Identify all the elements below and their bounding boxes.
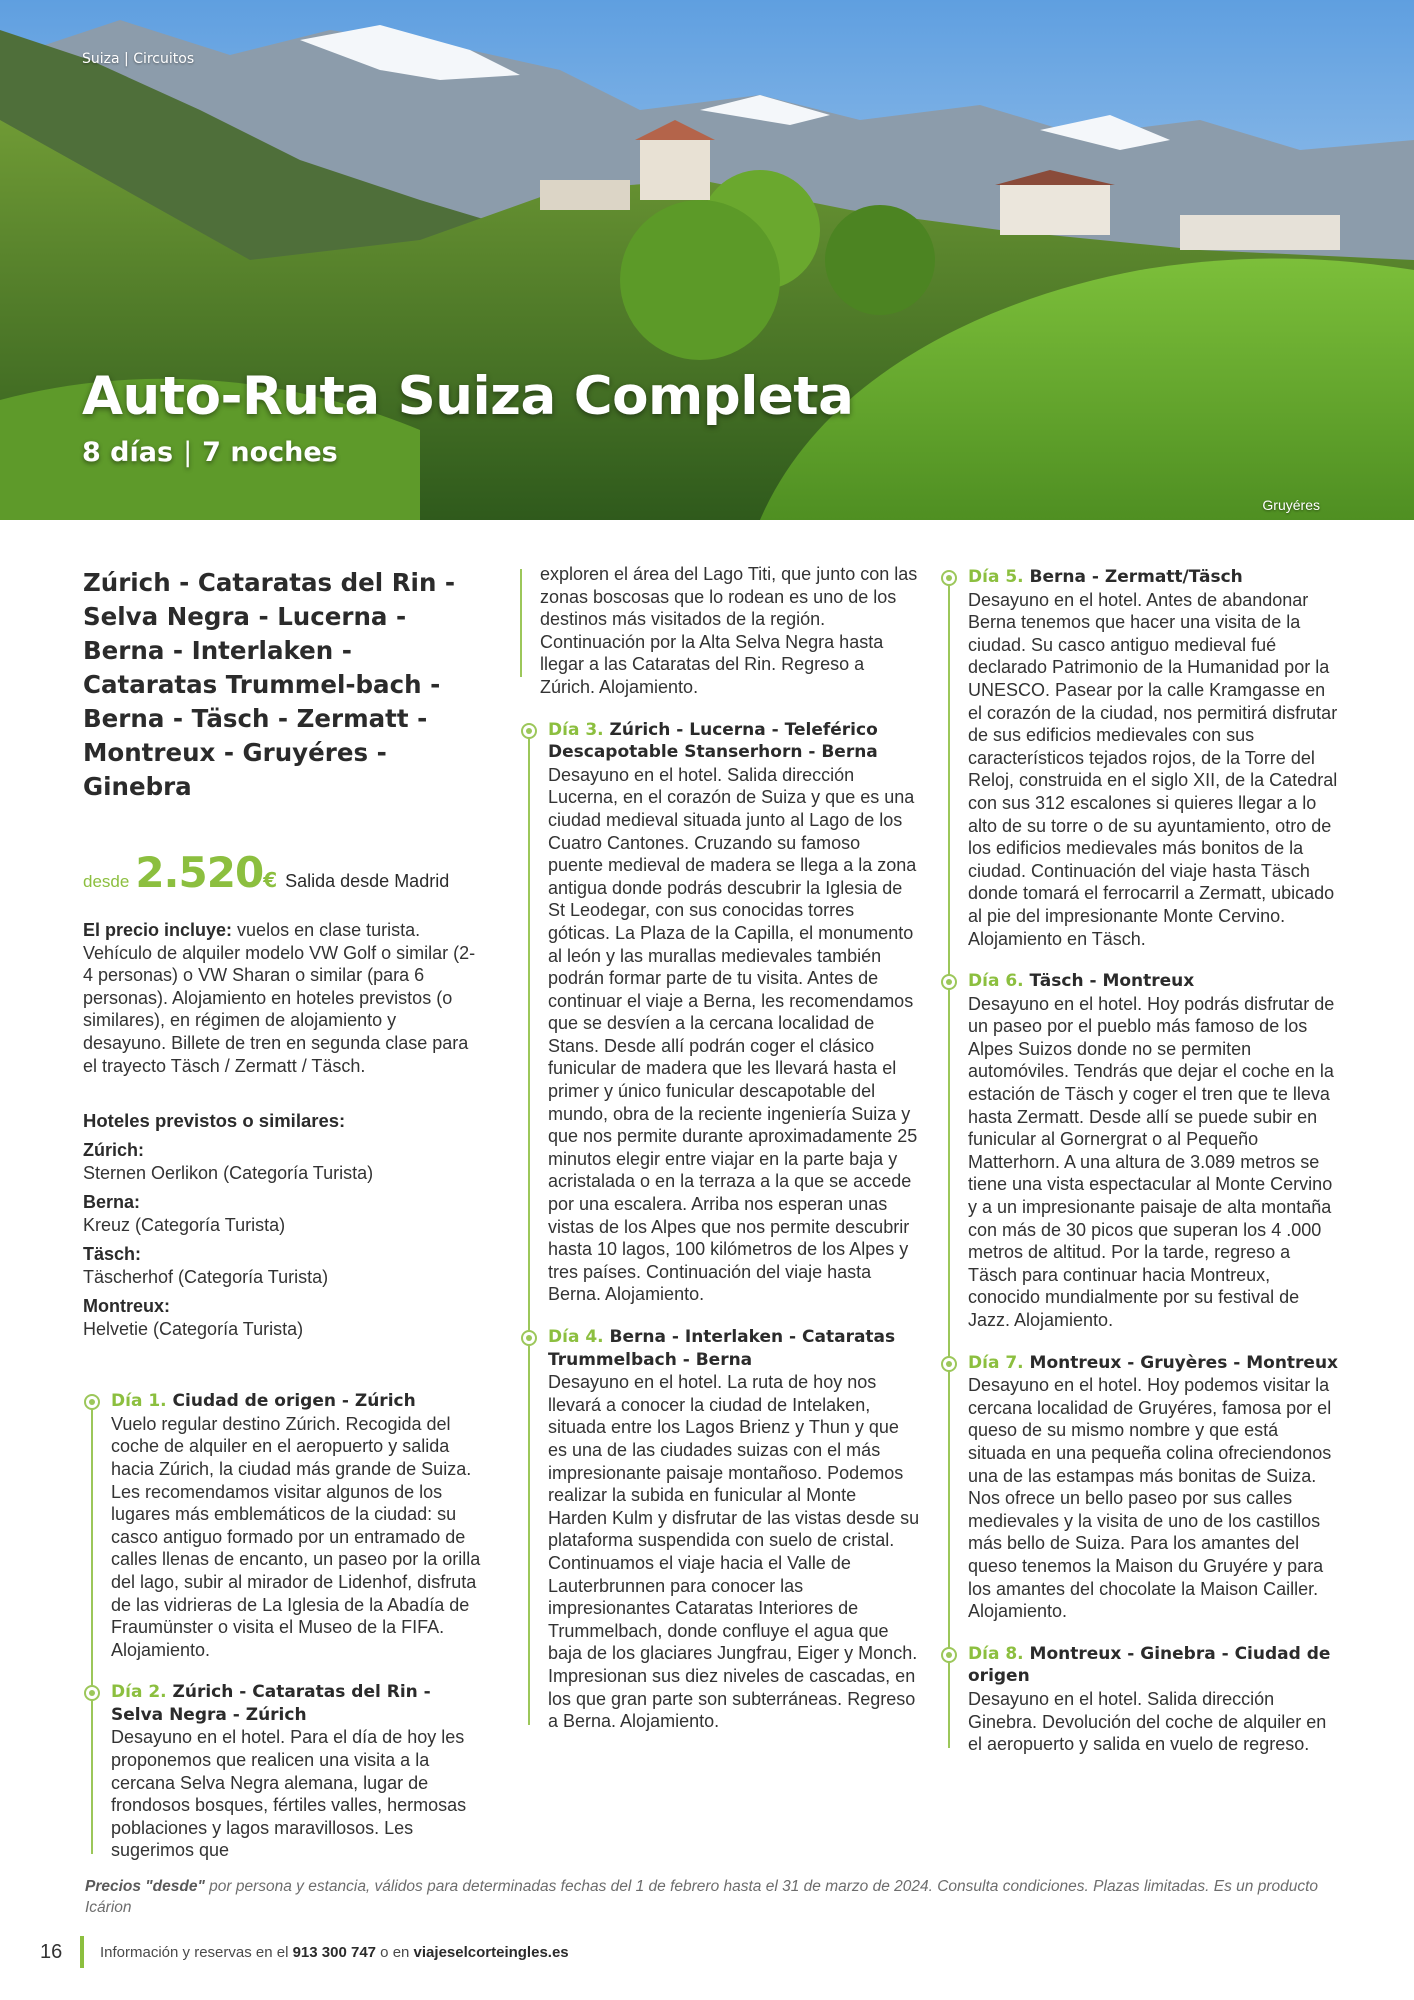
day-number: Día 3. [548,719,604,740]
timeline-dot-icon [941,570,957,586]
day-description: Desayuno en el hotel. Salida dirección Ginebra. Devolución del coche de alquiler en el aeropuerto y salida en vuelo de regreso. [968,1688,1327,1755]
timeline-dot-icon [84,1394,100,1410]
hotel-city: Zúrich: [83,1140,144,1161]
timeline-dot-icon [941,1356,957,1372]
itinerary-day [548,719,920,1306]
hotel-name: Helvetie (Categoría Turista) [83,1319,304,1340]
day-description: Desayuno en el hotel. Para el día de hoy les proponemos que realicen una visita a la cercana Selva Negra alemana, lugar de frondosos bosques, fértiles valles, hermosas poblaciones y lagos maravillosos. Les sugerimos que [111,1727,467,1861]
day-description: Desayuno en el hotel. Antes de abandonar Berna tenemos que hacer una visita de la ciudad. Su casco antiguo medieval fué declarado Patrimonio de la Humanidad por la UNESCO. Pasear por la calle Kramgasse en el corazón de la ciudad, nos permitirá disfrutar de sus edificios medievales con sus característicos tejados rojos, de la Torre del Reloj, construida en el siglo XII, de la Catedral con sus 312 escalones si quieres llegar a lo alto de su torre o de su ayuntamiento, otro de los edificios medievales más bonitos de la ciudad. Continuación del viaje hasta Täsch donde tomará el ferrocarril a Zermatt, ubicado al pie del impresionante Monte Cervino. Alojamiento en Täsch. [968,589,1338,949]
day-number: Día 8. [968,1643,1024,1664]
day-title: Zúrich - Lucerna - Teleférico Descapotable Stanserhorn - Berna [548,719,878,763]
itinerary-timeline [520,719,920,1733]
timeline-dot-icon [941,974,957,990]
itinerary-timeline [940,566,1340,1756]
itinerary-day [111,1390,483,1661]
day-2-continued [520,563,920,699]
day-heading [111,1390,483,1413]
includes-label: El precio incluye: [83,920,233,940]
day-title: Montreux - Ginebra - Ciudad de origen [968,1643,1331,1687]
price-value: 2.520 [135,848,264,897]
day-heading [111,1681,483,1726]
day-number: Día 6. [968,971,1024,992]
hotel-item [83,1242,483,1288]
day-description: Desayuno en el hotel. La ruta de hoy nos llevará a conocer la ciudad de Intelaken, situada entre los Lagos Brienz y Thun y que es una de las ciudades suizas con el más impresionante paisaje montañoso. Podemos realizar la subida en funicular al Monte Harden Kulm y disfrutar de las vistas desde su plataforma suspendida con suelo de cristal. Continuamos el viaje hacia el Valle de Lauterbrunnen para conocer las impresionantes Cataratas Interiores de Trummelbach, donde confluye el agua que baja de los glaciares Jungfrau, Eiger y Monch. Impresionan sus diez niveles de cascadas, en los que gran parte son subterráneas. Regreso a Berna. Alojamiento. [548,1372,920,1732]
photo-caption: Gruyéres [1262,497,1320,513]
price-block [83,848,483,897]
price-includes [83,919,483,1077]
itinerary-day [968,1643,1340,1756]
day-number: Día 2. [111,1682,167,1703]
phone-number[interactable]: 913 300 747 [292,1943,377,1961]
day-number: Día 7. [968,1352,1024,1373]
itinerary-day [968,566,1340,950]
hotel-name: Täscherhof (Categoría Turista) [83,1267,329,1288]
itinerary-day [111,1681,483,1862]
route-heading: Zúrich - Cataratas del Rin - Selva Negra - Lucerna - Berna - Interlaken - Cataratas Trummel-bach - Berna - Täsch - Zermatt - Montreux - Gruyéres - Ginebra [83,568,456,801]
includes-text: vuelos en clase turista. Vehículo de alquiler modelo VW Golf o similar (2-4 personas) o VW Sharan o similar (para 6 personas). Alojamiento en hoteles previstos (o similares), en régimen de alojamiento y desayuno. Billete de tren en segunda clase para el trayecto Täsch / Zermatt / Täsch. [83,920,476,1076]
day-description: Desayuno en el hotel. Salida dirección Lucerna, en el corazón de Suiza y que es una ciudad medieval situada junto al Lago de los Cuatro Cantones. Cruzando su famoso puente medieval de madera se llega a la zona antigua donde podrás descubrir la Iglesia de St Leodegar, con sus conocidas torres góticas. La Plaza de la Capilla, el monumento al león y las murallas medievales también podrán formar parte de tu visita. Antes de continuar el viaje a Berna, les recomendamos que se desvíen a la cercana localidad de Stans. Desde allí podrán coger el clásico funicular de madera que les llevará hasta el primer y único funicular descapotable del mundo, obra de la reciente ingeniería Suiza y que nos permite durante aproximadamente 25 minutos elegir entre viajar en la parte baja y acristalada o en la terraza a la que se accede por una escalera. Arriba nos esperan unas vistas de los Alpes que nos permite descubrir hasta 10 lagos, 100 kilómetros de los Alpes y tres países. Continuación del viaje hasta Berna. Alojamiento. [548,764,918,1305]
column-2 [520,563,920,1753]
footer-text-2: o en [376,1943,414,1961]
price-from-label: desde [83,872,130,891]
day-number: Día 4. [548,1327,604,1347]
day-heading [968,566,1340,589]
day-title: Berna - Zermatt/Täsch [1023,567,1243,587]
timeline-dot-icon [84,1685,100,1701]
hero-photo [0,0,1414,520]
price-footnote [85,1876,1345,1918]
breadcrumb: Suiza | Circuitos [82,51,195,67]
hotel-city: Täsch: [83,1244,142,1265]
footnote-bold: Precios "desde" [85,1878,205,1895]
hotel-item [83,1190,483,1236]
trip-duration [82,437,338,468]
hotel-name: Sternen Oerlikon (Categoría Turista) [83,1163,374,1184]
day-description: exploren el área del Lago Titi, que junto con las zonas boscosas que lo rodean es uno de los destinos más visitados de la región. Continuación por la Alta Selva Negra hasta llegar a las Cataratas del Rin. Regreso a Zúrich. Alojamiento. [540,564,918,697]
page-number: 16 [40,1940,63,1963]
timeline-dot-icon [521,723,537,739]
timeline-dot-icon [521,1330,537,1346]
page-title: Auto-Ruta Suiza Completa [82,366,854,427]
day-heading [968,1643,1340,1688]
hotel-item [83,1138,483,1184]
itinerary-day [968,1352,1340,1623]
page-footer [40,1935,569,1969]
itinerary-timeline [83,1390,483,1862]
price-currency: € [263,868,278,892]
column-1 [83,560,483,1882]
footer-divider [80,1936,84,1968]
website-link[interactable]: viajeselcorteingles.es [413,1943,569,1961]
day-heading [968,1352,1340,1375]
column-3 [940,566,1340,1756]
footer-contact [100,1944,569,1961]
hotel-name: Kreuz (Categoría Turista) [83,1215,286,1236]
day-description: Vuelo regular destino Zúrich. Recogida del coche de alquiler en el aeropuerto y salida hacia Zúrich, la ciudad más grande de Suiza. Les recomendamos visitar algunos de los lugares más emblemáticos de la ciudad: su casco antiguo formado por un entramado de calles llenas de encanto, un paseo por la orilla del lago, subir al mirador de Lidenhof, disfruta de las vidrieras de La Iglesia de la Abadía de Fraumünster o visita el Museo de la FIFA. Alojamiento. [111,1413,481,1660]
day-number: Día 5. [968,567,1024,587]
day-title: Berna - Interlaken - Cataratas Trummelbach - Berna [548,1327,896,1370]
itinerary-day [968,970,1340,1332]
hotel-city: Montreux: [83,1296,170,1317]
timeline-dot-icon [941,1647,957,1663]
hotels-title: Hoteles previstos o similares: [83,1110,346,1132]
day-description: Desayuno en el hotel. Hoy podemos visitar la cercana localidad de Gruyéres, famosa por el queso de su mismo nombre y que está situada en una pequeña colina ofreciendonos una de las estampas más bonitas de Suiza. Nos ofrece un bello paseo por sus calles medievales y la visita de uno de los castillos más bello de Suiza. Para los amantes del queso tenemos la Maison du Gruyére y para los amantes del chocolate la Maison Cailler. Alojamiento. [968,1375,1332,1622]
duration-nights: 7 noches [202,437,338,468]
day-number: Día 1. [111,1391,167,1412]
day-title: Zúrich - Cataratas del Rin - Selva Negra - Zúrich [111,1682,431,1725]
day-title: Ciudad de origen - Zúrich [166,1391,416,1412]
duration-separator: | [183,437,193,468]
duration-days: 8 días [82,437,174,468]
footer-text-1: Información y reservas en el [100,1943,293,1961]
day-description: Desayuno en el hotel. Hoy podrás disfrutar de un paseo por el pueblo más famoso de los Alpes Suizos donde no se permiten automóviles. Tendrás que dejar el coche en la estación de Täsch y coger el tren que te lleva hasta Zermatt. Desde allí se puede subir en funicular al Gornergrat o al Pequeño Matterhorn. A una altura de 3.089 metros se tiene una vista espectacular al Monte Cervino y a un impresionante paisaje de alta montaña con más de 30 picos que superan los 4 .000 metros de altitud. Por la tarde, regreso a Täsch para continuar hacia Montreux, conocido mundialmente por su festival de Jazz. Alojamiento. [968,993,1335,1330]
itinerary-day [548,1326,920,1733]
departure-city: Salida desde Madrid [285,871,450,891]
day-heading [548,1326,920,1371]
day-title: Montreux - Gruyères - Montreux [1023,1352,1339,1373]
day-title: Täsch - Montreux [1023,971,1195,992]
day-heading [548,719,920,764]
hotel-city: Berna: [83,1192,141,1213]
hotel-item [83,1294,483,1340]
day-heading [968,970,1340,993]
footnote-text: por persona y estancia, válidos para determinadas fechas del 1 de febrero hasta el 31 de marzo de 2024. Consulta condiciones. Plazas limitadas. Es un producto Icárion [85,1878,1319,1916]
